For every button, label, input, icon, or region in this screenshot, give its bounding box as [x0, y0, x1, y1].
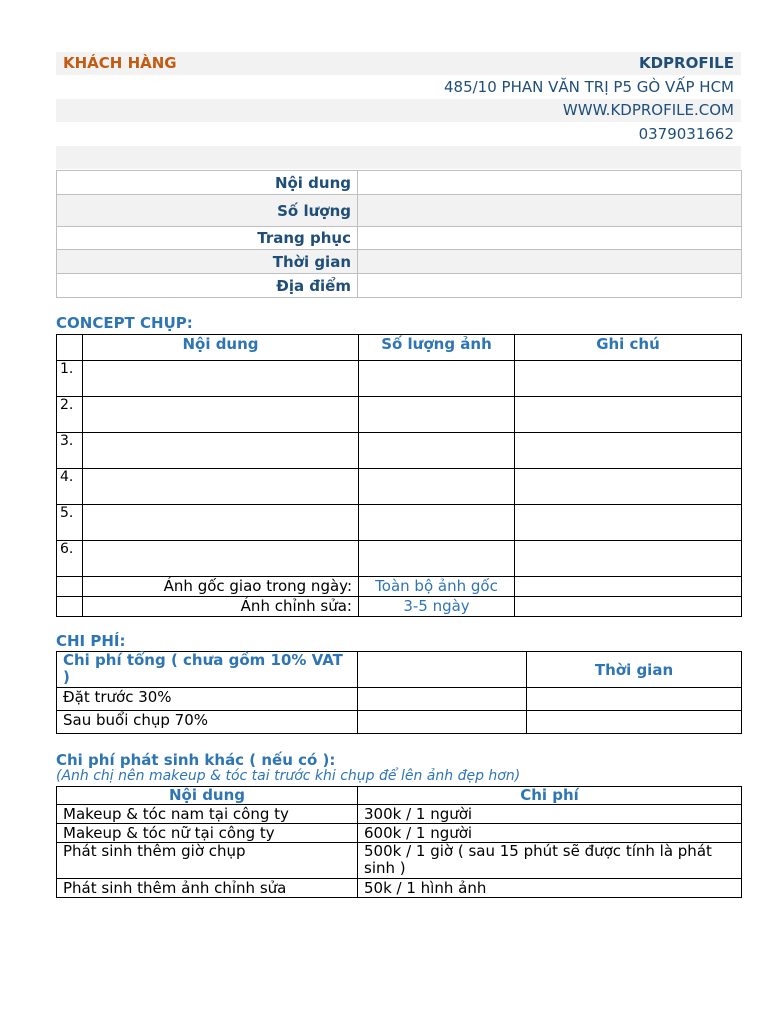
concept-cell[interactable] — [359, 541, 515, 577]
concept-row-number: 2. — [57, 397, 83, 433]
extra-title: Chi phí phát sinh khác ( nếu có ): — [56, 751, 336, 769]
cost-table — [56, 651, 742, 734]
extra-header-price: Chi phí — [358, 787, 742, 805]
concept-cell[interactable] — [515, 597, 742, 617]
concept-cell[interactable] — [515, 505, 742, 541]
info-label: Số lượng — [57, 195, 358, 227]
concept-cell[interactable] — [515, 541, 742, 577]
cost-total-label: Chi phí tổng ( chưa gồm 10% VAT ) — [57, 652, 358, 688]
concept-cell[interactable] — [515, 361, 742, 397]
info-value[interactable] — [358, 195, 742, 227]
concept-row-number: 6. — [57, 541, 83, 577]
extra-price: 50k / 1 hình ảnh — [358, 879, 742, 898]
extra-header-content: Nội dung — [57, 787, 358, 805]
concept-cell[interactable] — [83, 433, 359, 469]
company-website: WWW.KDPROFILE.COM — [562, 101, 734, 119]
info-label: Địa điểm — [57, 274, 358, 298]
info-label: Trang phục — [57, 227, 358, 250]
info-table — [56, 170, 742, 298]
concept-cell[interactable] — [83, 541, 359, 577]
company-address: 485/10 PHAN VĂN TRỊ P5 GÒ VẤP HCM — [444, 78, 734, 96]
extra-price: 600k / 1 người — [358, 824, 742, 843]
concept-cell[interactable] — [359, 469, 515, 505]
concept-title: CONCEPT CHỤP: — [56, 314, 193, 332]
cost-title: CHI PHÍ: — [56, 632, 126, 650]
concept-row-number: 1. — [57, 361, 83, 397]
concept-cell[interactable] — [515, 397, 742, 433]
cost-after-time[interactable] — [527, 711, 742, 734]
concept-cell[interactable] — [359, 397, 515, 433]
extra-item: Phát sinh thêm giờ chụp — [57, 843, 358, 879]
concept-row-number: 4. — [57, 469, 83, 505]
concept-header-qty: Số lượng ảnh — [359, 335, 515, 361]
extra-item: Phát sinh thêm ảnh chỉnh sửa — [57, 879, 358, 898]
concept-cell[interactable] — [359, 361, 515, 397]
concept-header-note: Ghi chú — [515, 335, 742, 361]
concept-header-blank — [57, 335, 83, 361]
company-phone: 0379031662 — [638, 125, 734, 143]
concept-header-content: Nội dung — [83, 335, 359, 361]
info-value[interactable] — [358, 250, 742, 274]
info-value[interactable] — [358, 227, 742, 250]
extra-price: 500k / 1 giờ ( sau 15 phút sẽ được tính là phát sinh ) — [358, 843, 742, 879]
concept-cell[interactable] — [359, 433, 515, 469]
concept-cell — [57, 577, 83, 597]
concept-cell — [57, 597, 83, 617]
info-value[interactable] — [358, 274, 742, 298]
delivery-edited-label: Ảnh chỉnh sửa: — [83, 597, 359, 617]
concept-cell[interactable] — [515, 433, 742, 469]
delivery-original-label: Ảnh gốc giao trong ngày: — [83, 577, 359, 597]
concept-table — [56, 334, 742, 617]
concept-cell[interactable] — [359, 505, 515, 541]
concept-cell[interactable] — [515, 469, 742, 505]
concept-row-number: 5. — [57, 505, 83, 541]
extra-table — [56, 786, 742, 898]
extra-price: 300k / 1 người — [358, 805, 742, 824]
delivery-edited-value: 3-5 ngày — [359, 597, 515, 617]
cost-total-value[interactable] — [358, 652, 527, 688]
concept-cell[interactable] — [83, 397, 359, 433]
cost-deposit-label: Đặt trước 30% — [57, 688, 358, 711]
concept-row-number: 3. — [57, 433, 83, 469]
info-label: Nội dung — [57, 171, 358, 195]
company-name: KDPROFILE — [638, 54, 734, 72]
concept-cell[interactable] — [515, 577, 742, 597]
cost-after-label: Sau buổi chụp 70% — [57, 711, 358, 734]
concept-cell[interactable] — [83, 505, 359, 541]
cost-time-header: Thời gian — [527, 652, 742, 688]
info-value[interactable] — [358, 171, 742, 195]
header-band — [56, 146, 741, 169]
extra-note: (Anh chị nên makeup & tóc tai trước khi chụp để lên ảnh đẹp hơn) — [56, 768, 521, 784]
cost-deposit-value[interactable] — [358, 688, 527, 711]
extra-item: Makeup & tóc nam tại công ty — [57, 805, 358, 824]
client-label: KHÁCH HÀNG — [63, 54, 177, 72]
cost-deposit-time[interactable] — [527, 688, 742, 711]
concept-cell[interactable] — [83, 469, 359, 505]
cost-after-value[interactable] — [358, 711, 527, 734]
concept-cell[interactable] — [83, 361, 359, 397]
delivery-original-value: Toàn bộ ảnh gốc — [359, 577, 515, 597]
info-label: Thời gian — [57, 250, 358, 274]
extra-item: Makeup & tóc nữ tại công ty — [57, 824, 358, 843]
